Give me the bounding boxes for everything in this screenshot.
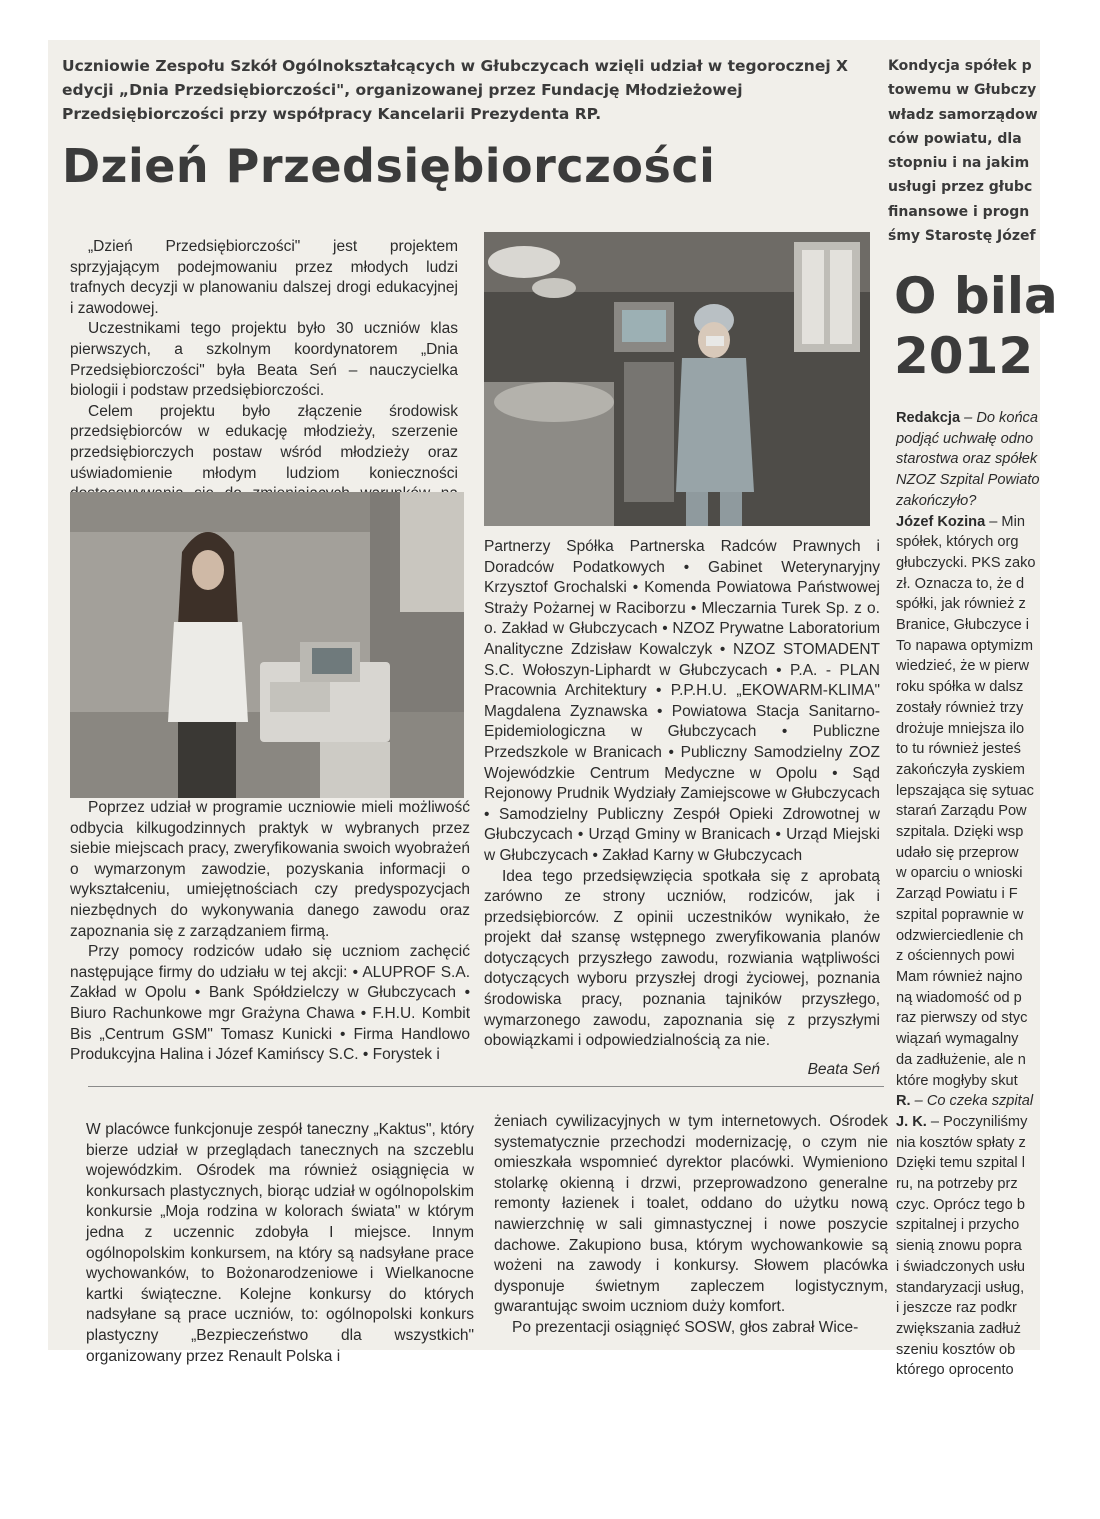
speaker-label: R. [896, 1093, 911, 1110]
text-line: wiązań wymagalny [896, 1031, 1019, 1048]
side-article-headline [894, 266, 1058, 386]
side-article-lead [888, 54, 1048, 248]
text-line: którego oprocento [896, 1362, 1014, 1379]
text-line: lepszająca się sytuac [896, 782, 1034, 799]
text-line: i świadczonych usłu [896, 1258, 1025, 1275]
text-line: i jeszcze raz podkr [896, 1300, 1017, 1317]
article-lead: Uczniowie Zespołu Szkół Ogólnokształcących w Głubczycach wzięli udział w tegorocznej X edycji „Dnia Przedsiębiorczości", organizowanej przez Fundację Młodzieżowej Przedsiębiorczości przy współpracy Kancelarii Prezydenta RP. [62, 57, 849, 123]
paragraph: „Dzień Przedsiębiorczości" jest projektem sprzyjającym podejmowaniu przez młodych ludzi trafnych decyzji w planowaniu dalszej drogi edukacyjnej i zawodowej. [70, 238, 458, 317]
text-line: z ościennych powi [896, 948, 1015, 965]
text-line: To napawa optymizm [896, 637, 1034, 654]
text-line: J. K. – Poczyniliśmy [896, 1113, 1028, 1130]
paragraph: W placówce funkcjonuje zespół taneczny „Kaktus", który bierze udział w przeglądach tanecznych na szczeblu wojewódzkim. Ośrodek ma również osiągnięcia w konkursach plastycznych, biorąc udział w ogólnopolskim konkursie „Moja rodzina w kolorach świata" w którym jedna z uczennic zdobyła I miejsce. Innym ogólnopolskim konkursem, na który są nadsyłane prace wychowanków, to Bożonarodzeniowe i Wielkanocne kartki świąteczne. Kolejne konkursy do których nadsyłane są prace uczniów, to: ogólnopolski konkurs plastyczny „Bezpieczeństwo dla wszystkich" organizowany przez Renault Polska i [86, 1121, 474, 1365]
text-line: da zadłużenie, ale n [896, 1051, 1026, 1068]
article-author: Beata Seń [807, 1060, 880, 1078]
text-line: w oparciu o wnioski [896, 865, 1023, 882]
paragraph: Idea tego przedsięwzięcia spotkała się z aprobatą zarówno ze strony uczniów, rodziców, jak i przedsiębiorców. Z opinii uczestników wynikało, że projekt dał szansę wstępnego zweryfikowania planów dotyczących przyszłego zawodu, rozwiania wątpliwości dotyczących wyboru przyszłej drogi życiowej, poznania środowiska pracy, poznania tajników przyszłego, wymarzonego zawodu, zapoznania się z przyszłymi obowiązkami i odpowiedzialnością za nie. [484, 867, 880, 1050]
text-line: wiedzieć, że w pierw [896, 658, 1030, 675]
paragraph: Uczestnikami tego projektu było 30 uczniów klas pierwszych, a szkolnym koordynatorem „Dnia Przedsiębiorczości" była Beata Seń – nauczycielka biologii i podstaw przedsiębiorczości. [70, 320, 458, 400]
text-line: głubczycki. PKS zako [896, 554, 1036, 571]
text-line: Kondycja spółek p [888, 58, 1032, 74]
paragraph: żeniach cywilizacyjnych w tym internetowych. Ośrodek systematycznie przechodzi modernizację, o czym nie omieszkała wspomnieć dyrektor placówki. Wymieniono stolarkę okienną i drzwi, przeprowadzono generalne remonty łazienek i toalet, oddano do użytku nową nawierzchnię w sali gimnastycznej i nowe poszycie dachowe. Zakupiono busa, którym wychowankowie są wożeni na zawody i konkursy. Słowem placówka dysponuje świetnym zapleczem logistycznym, gwarantując swoim uczniom duży komfort. [494, 1113, 888, 1316]
text-line: zwiększania zadłuż [896, 1320, 1021, 1337]
speaker-label: Józef Kozina [896, 513, 986, 530]
text-line: ną wiadomość od p [896, 989, 1022, 1006]
text-line: zakończyło? [896, 492, 977, 509]
text-line: śmy Starostę Józef [888, 228, 1036, 245]
paragraph: Przy pomocy rodziców udało się uczniom zachęcić następujące firmy do udziału w tej akcji: • ALUPROF S.A. Zakład w Opolu • Bank Spółdzielczy w Głubczycach • Biuro Rachunkowe mgr Grażyna Chawa • F.H.U. Kombit Bis „Centrum GSM" Tomasz Kunicki • Firma Handlowo Produkcyjna Halina i Józef Kamińscy S.C. • Forystek i [70, 943, 470, 1064]
text-line: czyc. Oprócz tego b [896, 1196, 1025, 1213]
text-line: władz samorządow [888, 106, 1038, 123]
text-line: Józef Kozina – Min [896, 513, 1025, 530]
text-line: Mam również najno [896, 968, 1023, 985]
headline-line: 2012 [894, 327, 1034, 385]
text-line: ców powiatu, dla [888, 130, 1022, 147]
text-line: Dzięki temu szpital l [896, 1155, 1025, 1172]
article-headline: Dzień Przedsiębiorczości [62, 139, 716, 193]
newspaper-page [48, 40, 1058, 1379]
text-line: finansowe i progn [888, 203, 1030, 220]
text-line: raz pierwszy od styc [896, 1010, 1028, 1027]
text-line: spółki, jak również z [896, 596, 1026, 613]
text-line: starań Zarządu Pow [896, 803, 1027, 820]
article-column-left-bottom [70, 798, 470, 1066]
second-article-column-right [494, 1112, 888, 1339]
text-line: zostały również trzy [896, 699, 1024, 716]
section-divider [88, 1086, 884, 1087]
photo-operating-room [484, 232, 870, 526]
text-line: Redakcja – Do końca [896, 410, 1038, 426]
text-line: spółek, których org [896, 534, 1019, 551]
speaker-label: Redakcja [896, 410, 961, 426]
text-line: Zarząd Powiatu i F [896, 886, 1018, 903]
text-line: udało się przeprow [896, 844, 1019, 861]
text-line: towemu w Głubczy [888, 82, 1037, 99]
article-column-right [484, 537, 880, 1080]
text-line: szpital poprawnie w [896, 906, 1024, 923]
second-article-column-left [86, 1120, 474, 1367]
text-line: szeniu kosztów ob [896, 1341, 1016, 1358]
text-line: Branice, Głubczyce i [896, 617, 1030, 634]
text-line: zł. Oznacza to, że d [896, 575, 1025, 592]
partners-list: Partnerzy Spółka Partnerska Radców Prawnych i Doradców Podatkowych • Gabinet Weterynaryjny Krzysztof Grochalski • Komenda Powiatowa Państwowej Straży Pożarnej w Raciborzu • Mleczarnia Turek Sp. z o. o. Zakład w Głubczycach • NZOZ Prywatne Laboratorium Analityczne Zdzisław Kowalczyk • NZOZ STOMADENT S.C. Wołoszyn-Liphardt w Głubczycach • P.A. - PLAN Pracownia Architektury • P.P.H.U. „EKOWARM-KLIMA" Magdalena Zyznawska • Powiatowa Stacja Sanitarno-Epidemiologiczna w Głubczycach • Publiczne Przedszkole w Branicach • Publiczny Samodzielny ZOZ Wojewódzkie Centrum Medyczne w Opolu • Sąd Rejonowy Prudnik Wydziały Zamiejscowe w Głubczycach • Samodzielny Publiczny Zespół Opieki Zdrowotnej w Głubczycach • Urząd Gminy w Branicach • Urząd Miejski w Głubczycach • Zakład Karny w Głubczycach [484, 538, 880, 864]
text-line: szpitala. Dzięki wsp [896, 824, 1024, 841]
text-line: standaryzacji usług, [896, 1279, 1025, 1296]
text-line: odzwierciedlenie ch [896, 927, 1024, 944]
paragraph: Po prezentacji osiągnięć SOSW, głos zabrał Wice- [512, 1318, 859, 1336]
paragraph: Poprzez udział w programie uczniowie mieli możliwość odbycia kilkugodzinnych praktyk w wybranych przez siebie miejscach pracy, zweryfikowania swoich wyobrażeń o wymarzonym zawodzie, pozyskania informacji o wykształceniu, umiejętnościach czy predyspozycjach niezbędnych do wykonywania danego zawodu oraz zapoznania się z zarządzaniem firmą. [70, 799, 470, 940]
text-line: ru, na potrzeby prz [896, 1176, 1018, 1193]
text-line: to tu również jesteś [896, 741, 1021, 758]
text-line: nia kosztów spłaty z [896, 1134, 1026, 1151]
text-line: R. – Co czeka szpital [896, 1093, 1034, 1110]
text-line: podjąć uchwałę odno [896, 430, 1034, 447]
text-line: szpitalnej i przycho [896, 1217, 1020, 1234]
side-article-body [896, 408, 1066, 1381]
text-line: stopniu i na jakim [888, 155, 1030, 172]
paragraph: Celem projektu było złączenie środowisk przedsiębiorców w edukację młodzieży, szerzenie przedsiębiorczych postaw wśród młodzieży oraz uświadomienie młodym ludziom konieczności [70, 402, 458, 482]
article-column-left-top [70, 237, 458, 525]
photo-student-at-device [70, 492, 464, 798]
text-line: które mogłyby skut [896, 1072, 1018, 1089]
headline-line: O bila [894, 267, 1058, 325]
text-line: zakończyła zyskiem [896, 761, 1025, 778]
text-line: sienią znowu popra [896, 1238, 1022, 1255]
text-line: usługi przez głubc [888, 179, 1033, 196]
text-line: starostwa oraz spółek [896, 451, 1038, 468]
text-line: drożuje mniejsza ilo [896, 720, 1025, 737]
speaker-label: J. K. [896, 1113, 927, 1130]
text-line: roku spółka w dalsz [896, 679, 1024, 696]
text-line: NZOZ Szpital Powiato [896, 472, 1040, 489]
